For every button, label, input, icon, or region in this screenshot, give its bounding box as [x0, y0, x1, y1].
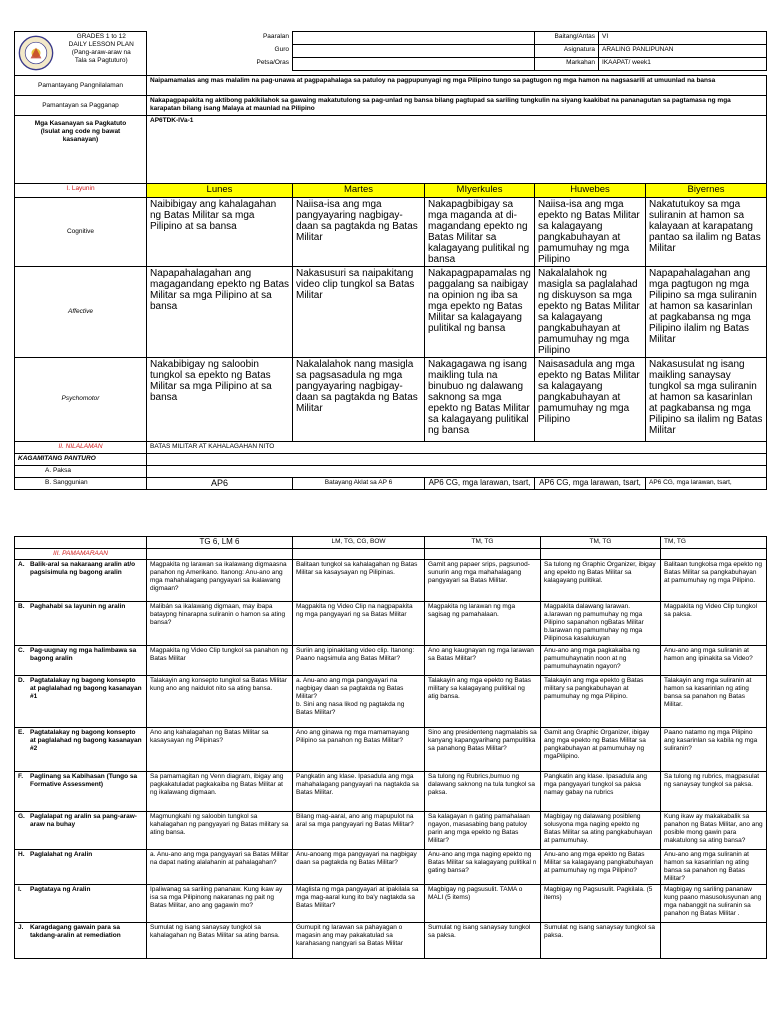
markahan-label: Markahan — [535, 58, 599, 71]
procedure-cell: Sa tulong ng Rubrics,bumuo ng dalawang saknong na tula tungkol sa paksa. — [425, 772, 541, 812]
procedure-cell: Talakayin ang konsepto tungkol sa Batas Militar kung ano ang naidulot nito sa ating bansa. — [147, 676, 293, 728]
objective-cell: Napapahalagahan ang magagandang epekto ng Batas Militar sa mga Pilipino at sa bansa — [147, 266, 293, 357]
procedure-step-label — [15, 923, 147, 959]
procedure-cell: Anu-ano ang mga pagkakaiba ng pamumuhaynatin noon at ng pamumuhaynatin ngayon? — [541, 646, 661, 676]
ref-cell: TM, TG — [425, 537, 541, 549]
procedure-step-label — [15, 602, 147, 646]
procedure-cell: Pangkatin ang klase. Ipasadula ang mga mahahalagang pangyayari na nagtakda sa Batas Militar. — [293, 772, 425, 812]
procedure-step-label — [15, 850, 147, 885]
procedure-step-text: Paglinang sa Kabihasan (Tungo sa Formative Assessment) — [30, 773, 138, 788]
procedure-cell: Balitaan tungkol sa kahalagahan ng Batas Militar sa kasaysayan ng Pilipinas. — [293, 560, 425, 602]
procedure-step-text: Pagtataya ng Aralin — [30, 886, 91, 893]
procedure-cell: Ano ang ginawa ng mga mamamayang Pilipino sa panahon ng Batas Militar? — [293, 728, 425, 772]
objective-cell: Napapahalagahan ang mga pagtugon ng mga Pilipino sa mga suliranin at hamon sa kasarinlan at pagkabansa ng mga Pilipino ilalim ng Batas Militar — [646, 266, 767, 357]
procedure-row — [15, 850, 767, 885]
procedure-step-letter: D. — [18, 677, 25, 684]
objective-cell: Nakapagbibigay sa mga maganda at di-magandang epekto ng Batas Militar sa kalagayang pulitikal ng bansa — [425, 197, 535, 266]
procedure-cell: Anu-anoang mga pangyayari na nagbigay daan sa pagtakda ng Batas Militar? — [293, 850, 425, 885]
procedure-row — [15, 728, 767, 772]
procedure-cell: Gamit ang Graphic Organizer, ibigay ang mga epekto ng Batas Militar sa pangkabuhayan at pamumuhay ng mgaPilipino. — [541, 728, 661, 772]
procedure-cell: Magmungkahi ng saloobin tungkol sa kahalagahan ng pangyayari ng Batas military sa ating bansa. — [147, 812, 293, 850]
procedure-step-letter: C. — [18, 647, 25, 654]
baitang-label: Baitang/Antas — [535, 32, 599, 45]
procedure-cell: Suriin ang ipinakitang video clip. Itanong: Paano nagsimula ang Batas Militar? — [293, 646, 425, 676]
pamamaraan-blank — [425, 549, 541, 560]
procedure-cell: Gamit ang papaer srips, pagsunod-sunurin ang mga mahahalagang pangyayari sa Batas Militar. — [425, 560, 541, 602]
pangnilalaman-label: Pamantayang Pangnilalaman — [15, 76, 147, 96]
ref-cell: LM, TG, CG, BOW — [293, 537, 425, 549]
procedure-step-text: Balik-aral sa nakaraang aralin at/o pagsisimula ng bagong aralin — [30, 561, 136, 576]
procedure-row — [15, 676, 767, 728]
sanggunian-label: B. Sanggunian — [15, 477, 147, 489]
procedure-cell: Sa tulong ng rubrics, magpasulat ng sanaysay tungkol sa paksa. — [661, 772, 767, 812]
sanggunian-cell: Batayang Aklat sa AP 6 — [293, 477, 425, 489]
procedure-cell: Anu-ano ang mga naging epekto ng Batas Militar sa kalagayang pulitikal n gating bansa? — [425, 850, 541, 885]
procedure-cell: Anu-ano ang mga suliranin at hamon sa kasarinlan ng ating bansa sa panahon ng Batas Militar? — [661, 850, 767, 885]
day-header-lunes: Lunes — [147, 184, 293, 198]
paaralan-value — [293, 32, 535, 45]
objective-cell: Nakalalahok ng masigla sa paglalahad ng diskuyson sa mga epekto ng Batas Militar sa kalagayang pangkabuhayan at pamumuhay ng mga Pilipino — [535, 266, 646, 357]
objective-cell: Nakapagpapamalas ng paggalang sa naibigay na opinion ng iba sa mga epekto ng Batas Militar sa kalagayang pulitikal ng bansa — [425, 266, 535, 357]
procedure-step-letter: A. — [18, 561, 25, 568]
cognitive-label: Cognitive — [15, 197, 147, 266]
dlp-title-line: GRADES 1 to 12 — [76, 33, 126, 40]
pamamaraan-blank — [293, 549, 425, 560]
procedure-step-letter: I. — [18, 886, 22, 893]
logo-cell — [15, 32, 57, 76]
procedure-cell: Sumulat ng isang sanaysay tungkol sa paksa. — [541, 923, 661, 959]
psychomotor-label: Psychomotor — [15, 357, 147, 441]
pamamaraan-table — [14, 536, 767, 959]
procedure-cell: Bilang mag-aaral, ano ang mapupulot na aral sa mga pangyayari ng Batas Militar? — [293, 812, 425, 850]
petsa-value — [293, 58, 535, 71]
procedure-cell: Magpakita ng Video Clip na nagpapakita ng mga pangyayari ng sa Batas Militar — [293, 602, 425, 646]
ref-cell: TM, TG — [661, 537, 767, 549]
procedure-step-text: Pagtatalakay ng bagong konsepto at paglalahad ng bagong kasanayan #1 — [30, 677, 142, 700]
pamamaraan-blank — [147, 549, 293, 560]
procedure-cell: Anu-ano ang mga epekto ng Batas Militar sa kalagayang pangkabuhayan at pamumuhay ng mga Pilipino? — [541, 850, 661, 885]
markahan-value: IKAAPAT/ week1 — [599, 58, 767, 71]
dlp-title — [57, 32, 147, 76]
kasanayan-label: Mga Kasanayan sa Pagkatuto (Isulat ang code ng bawat kasanayan) — [15, 116, 147, 184]
objective-cell: Nakagagawa ng isang maikling tula na binubuo ng dalawang saknong sa mga epekto ng Batas Militar sa kalagayang pulitikal ng bansa — [425, 357, 535, 441]
kasanayan-value: AP6TDK-IVa-1 — [147, 116, 767, 184]
procedure-step-letter: F. — [18, 773, 24, 780]
paaralan-label: Paaralan — [262, 32, 289, 40]
sanggunian-cell: AP6 — [147, 477, 293, 489]
procedure-step-label — [15, 676, 147, 728]
asignatura-value: ARALING PANLIPUNAN — [599, 45, 767, 58]
procedure-cell: Sa pamamagitan ng Venn diagram, ibigay ang pagkakatuladat pagkakaiba ng Batas Militar at ng ikalawang digmaan. — [147, 772, 293, 812]
guro-label: Guro — [274, 45, 289, 53]
ref-cell: TG 6, LM 6 — [147, 537, 293, 549]
procedure-cell: Magpakita ng Video Clip tungkol sa panahon ng Batas Militar — [147, 646, 293, 676]
procedure-step-letter: H. — [18, 851, 25, 858]
pamamaraan-label: III. PAMAMARAAN — [15, 549, 147, 560]
affective-label: Affective — [15, 266, 147, 357]
procedure-cell: Ano ang kaugnayan ng mga larawan sa Batas Militar? — [425, 646, 541, 676]
nilalaman-value: BATAS MILITAR AT KAHALAGAHAN NITO — [147, 441, 767, 453]
lesson-plan-header-table — [14, 31, 767, 490]
procedure-step-text: Paglalapat ng aralin sa pang-araw-araw na buhay — [30, 813, 137, 828]
deped-seal-icon — [18, 35, 54, 71]
objective-cell: Nakatutukoy sa mga suliranin at hamon sa kalayaan at karapatang pantao sa ilalim ng Batas Militar — [646, 197, 767, 266]
procedure-step-letter: E. — [18, 729, 25, 736]
procedure-row — [15, 812, 767, 850]
dlp-title-line: (Pang-araw-araw na — [71, 49, 131, 56]
objective-cell: Naiisa-isa ang mga epekto ng Batas Militar sa kalagayang pangkabuhayan at pamumuhay ng mga Pilipino — [535, 197, 646, 266]
procedure-cell: Anu-ano ang mga suliranin at hamon ang ipinakita sa Video? — [661, 646, 767, 676]
procedure-cell: Talakayin ang mga epekto g Batas military sa pangkabuhayan at pamumuhay ng mga Pilipino. — [541, 676, 661, 728]
procedure-cell: Magbigay ng Pagsusulit. Pagkilala. (5 items) — [541, 885, 661, 923]
procedure-row — [15, 646, 767, 676]
petsa-label: Petsa/Oras — [256, 58, 289, 66]
kagamitan-value — [147, 453, 767, 465]
guro-value — [293, 45, 535, 58]
pamamaraan-blank — [661, 549, 767, 560]
procedure-step-label — [15, 772, 147, 812]
day-header-martes: Martes — [293, 184, 425, 198]
paksa-label: A. Paksa — [15, 465, 147, 477]
objective-cell: Naiisa-isa ang mga pangyayaring nagbigay-daan sa pagtakda ng Batas Militar — [293, 197, 425, 266]
objective-cell: Naibibigay ang kahalagahan ng Batas Militar sa mga Pilipino at sa bansa — [147, 197, 293, 266]
pamamaraan-blank — [541, 549, 661, 560]
procedure-cell: Magpakita ng larawan ng mga sagisag ng pamahalaan. — [425, 602, 541, 646]
procedure-step-label — [15, 646, 147, 676]
procedure-row — [15, 602, 767, 646]
procedure-cell: Gumupit ng larawan sa pahayagan o magasin ang may pakakatulad sa karahasang nangyari sa Batas Militar — [293, 923, 425, 959]
dlp-title-line: DAILY LESSON PLAN — [68, 41, 134, 48]
objective-cell: Nakalalahok nang masigla sa pagsasadula ng mga pangyayaring nagbigay-daan sa pagtakda ng Batas Militar — [293, 357, 425, 441]
procedure-cell: Talakayin ang mga suliranin at hamon sa kasarinlan ng ating bansa sa panahon ng Batas Militar. — [661, 676, 767, 728]
procedure-step-letter: B. — [18, 603, 25, 610]
procedure-cell: Magbigay ng sariling pananaw kung paano masusolusyunan ang mga nabanggit na suliranin sa panahon ng Batas Militar . — [661, 885, 767, 923]
paksa-value — [147, 465, 767, 477]
procedure-cell: Balitaan tungkolsa mga epekto ng Batas Militar sa pangkabuhayan at pamumuhay ng mga Pilipino. — [661, 560, 767, 602]
objective-cell: Nakasusuri sa naipakitang video clip tungkol sa Batas Militar — [293, 266, 425, 357]
objective-cell: Naisasadula ang mga epekto ng Batas Militar sa kalagayang pangkabuhayan at pamumuhay ng mga Pilipino — [535, 357, 646, 441]
procedure-step-text: Pag-uugnay ng mga halimbawa sa bagong aralin — [30, 647, 137, 662]
procedure-cell: Ano ang kahalagahan ng Batas Militar sa kasaysayan ng Pilipinas? — [147, 728, 293, 772]
procedure-cell: Maglista ng mga pangyayari at ipakilala sa mga mag-aaral kung ito ba'y nagtakda sa Batas Militar? — [293, 885, 425, 923]
procedure-step-text: Karagdagang gawain para sa takdang-aralin at remediation — [30, 924, 121, 939]
procedure-step-text: Pagtatalakay ng bagong konsepto at paglalahad ng bagong kasanayan #2 — [30, 729, 142, 752]
procedure-cell: Magpakita ng Video Clip tungkol sa paksa. — [661, 602, 767, 646]
procedure-row — [15, 560, 767, 602]
procedure-step-label — [15, 728, 147, 772]
pagganap-label: Pamantayan sa Pagganap — [15, 96, 147, 116]
procedure-cell: Kung ikaw ay makakabalik sa panahon ng Batas Militar, ano ang posible mong gawin para makatulong sa ating bansa? — [661, 812, 767, 850]
sanggunian-cell: AP6 CG, mga larawan, tsart, — [646, 477, 767, 489]
procedure-cell: Talakayin ang mga epekto ng Batas military sa kalagayang pulitikal ng atig bansa. — [425, 676, 541, 728]
sanggunian-cell: AP6 CG, mga larawan, tsart, — [425, 477, 535, 489]
procedure-step-letter: G. — [18, 813, 25, 820]
procedure-cell: Sumulat ng isang sanaysay tungkol sa paksa. — [425, 923, 541, 959]
asignatura-label: Asignatura — [535, 45, 599, 58]
objective-cell: Nakasusulat ng isang maikling sanaysay tungkol sa mga suliranin at hamon sa kasarinlan at pagkabansa ng mga Pilipino sa ilalim ng Batas Militar — [646, 357, 767, 441]
dlp-title-line: Tala sa Pagtuturo) — [74, 57, 128, 64]
day-header-huwebes: Huwebes — [535, 184, 646, 198]
procedure-step-text: Paglalahat ng Aralin — [30, 851, 93, 858]
day-header-biyernes: Biyernes — [646, 184, 767, 198]
baitang-value: VI — [599, 32, 767, 45]
nilalaman-label: II. NILALAMAN — [15, 441, 147, 453]
procedure-cell: a. Anu-ano ang mga pangyayari na nagbigay daan sa pagtakda ng Batas Militar? b. Sini ang nasa likod ng pagtakda ng Batas Militar? — [293, 676, 425, 728]
procedure-step-letter: J. — [18, 924, 24, 931]
procedure-cell: Ipaliwanag sa sariling pananaw. Kung ikaw ay isa sa mga Pilipinong nakaranas ng pait ng Batas Militar, ano ang gagawin mo? — [147, 885, 293, 923]
procedure-cell: Magbigay ng pagsusulit. TAMA o MALI (5 items) — [425, 885, 541, 923]
procedure-cell: Paano natamo ng mga Pilipino ang kasarinlan sa kabila ng mga suliranin? — [661, 728, 767, 772]
procedure-cell — [661, 923, 767, 959]
procedure-cell: Sa tulong ng Graphic Organizer, ibigay ang epekto ng Batas Militar sa kalagayang pulitikal. — [541, 560, 661, 602]
procedure-cell: Sumulat ng isang sanaysay tungkol sa kahalagahan ng Batas Militar sa ating bansa. — [147, 923, 293, 959]
procedure-step-label — [15, 812, 147, 850]
procedure-row — [15, 885, 767, 923]
procedure-cell: Magpakita ng larawan sa ikalawang digmaasna panahon ng Amerikano. Itanong: Anu-ano ang mga mahahalagang pangyayari sa ikalawang digmaan? — [147, 560, 293, 602]
procedure-row — [15, 772, 767, 812]
procedure-step-text: Paghahabi sa layunin ng aralin — [30, 603, 126, 610]
kagamitan-label: KAGAMITANG PANTURO — [15, 453, 147, 465]
procedure-cell: Pangkatin ang klase. Ipasadula ang mga pangyayari tungkol sa paksa namay gabay na rubrics — [541, 772, 661, 812]
procedure-cell: Magbigay ng dalawang posibleng solusyona mga naging epekto ng Batas Militar sa ating pangkabuhayan at pamumuhay. — [541, 812, 661, 850]
pagganap-value: Nakapagpapakita ng aktibong pakikilahok sa gawaing makatutulong sa pag-unlad ng bansa bilang pagtupad sa sariling tungkulin na siyang kaakibat na pananagutan sa pagtamasa ng mga karapatan bilang isang Malaya at maunlad na Pilipino — [147, 96, 767, 116]
ref-cell: TM, TG — [541, 537, 661, 549]
sanggunian-cell: AP6 CG, mga larawan, tsart, — [535, 477, 646, 489]
pangnilalaman-value: Naipamamalas ang mas malalim na pag-unawa at pagpapahalaga sa patuloy na pagpupunyagi ng mga Pilipino tungo sa pagtugon ng mga hamon na nagsasarili at umuunlad na bansa — [147, 76, 767, 96]
procedure-step-label — [15, 885, 147, 923]
objective-cell: Nakabibigay ng saloobin tungkol sa epekto ng Batas Militar sa mga Pilipino at sa bansa — [147, 357, 293, 441]
procedure-step-label — [15, 560, 147, 602]
procedure-cell: Sino ang presidenteng nagmalabis sa kanyang kapangyarihang pampulitika sa panahong Batas Militar? — [425, 728, 541, 772]
procedure-row — [15, 923, 767, 959]
layunin-label: I. Layunin — [15, 184, 147, 198]
procedure-cell: Malibán sa ikalawang digmaan, may ibapa bataypng hinarapna suliranin o hamon sa ating bansa? — [147, 602, 293, 646]
ref-blank — [15, 537, 147, 549]
procedure-cell: Sa kalagayan n gating pamahalaan ngayon, masasabing bang patuloy parin ang mga epekto ng Batas Militar? — [425, 812, 541, 850]
procedure-cell: Magpakita dalawang larawan. a.larawan ng pamumuhay ng mga Pilipino sapanahon ngBatas Militar b.larawan ng pamumuhay ng mga Pilipinosa kasalukuyan — [541, 602, 661, 646]
procedure-cell: a. Anu-ano ang mga pangyayari sa Batas Militar na dapat nating alalahanin at pahalagahan? — [147, 850, 293, 885]
day-header-miyerkules: MIyerkules — [425, 184, 535, 198]
